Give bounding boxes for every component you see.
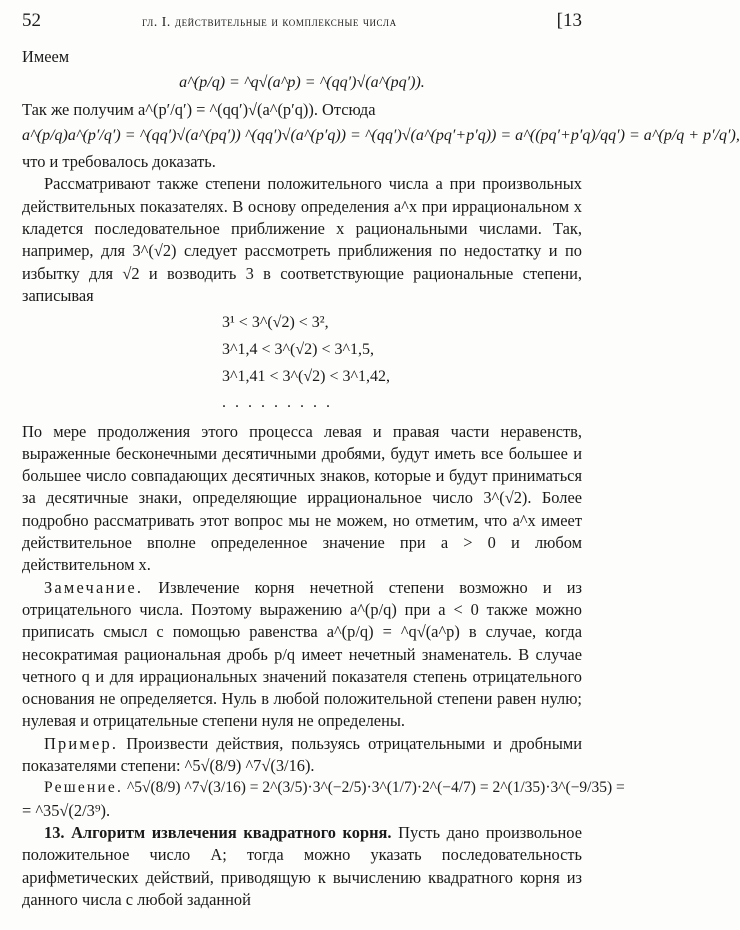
ellipsis-dots: ......... bbox=[222, 394, 339, 412]
page-number: 52 bbox=[22, 10, 41, 31]
solution-paragraph bbox=[22, 777, 625, 799]
solution-end: = ^35√(2/3⁹). bbox=[22, 800, 111, 820]
page-header bbox=[22, 10, 582, 36]
solution-label: Решение. bbox=[44, 779, 124, 797]
section-13-title: 13. Алгоритм извлечения квадратного корня. bbox=[44, 822, 392, 842]
remark-paragraph bbox=[22, 577, 582, 733]
inequality-row: 3^1,4 < 3^(√2) < 3^1,5, bbox=[222, 341, 375, 359]
running-title: гл. I. действительные и комплексные числа bbox=[142, 14, 397, 29]
paragraph: Имеем bbox=[22, 47, 70, 66]
paragraph: что и требовалось доказать. bbox=[22, 152, 216, 172]
section-13-paragraph bbox=[22, 822, 582, 911]
formula-product: a^(p/q)a^(p′/q′) = ^(qq′)√(a^(pq′)) ^(qq′)√(a^(p′q)) = ^(qq′)√(a^(pq′+p′q)) = a^((pq′+p′q)/qq′) = a^(p/q + p′/q′), bbox=[22, 126, 740, 144]
remark-text: Извлечение корня нечетной степени возможно и из отрицательного числа. Поэтому выражению a^(p/q) при a < 0 также можно приписать смысл с помощью равенства a^(p/q) = ^q√(a^p) в случае, когда несократимая рациональная дробь p/q имеет нечетный знаменатель. В случае четного q и для иррациональных значений показателя степень отрицательного основания не определяется. Нуль в любой положительной степени равен нулю; нулевая и отрицательные степени нуля не определены. bbox=[22, 577, 582, 731]
remark-label: Замечание. bbox=[44, 577, 144, 597]
page-body bbox=[22, 46, 740, 911]
inequality-row: 3^1,41 < 3^(√2) < 3^1,42, bbox=[222, 368, 391, 386]
paragraph-real-exponents: Рассматривают также степени положительного числа a при произвольных действительных показателях. В основу определения a^x при иррациональном x кладется последовательное приближение x рациональными числами. Так, например, для 3^(√2) следует рассмотреть приближения по недостатку и по избытку для √2 и возводить 3 в соответствующие рациональные степени, записывая bbox=[22, 174, 582, 305]
example-paragraph bbox=[22, 733, 582, 778]
paragraph-limit-process: По мере продолжения этого процесса левая и правая части неравенств, выраженные бесконечными десятичными дробями, будут иметь все большее и большее число совпадающих десятичных знаков, которые и будут приниматься за десятичные знаки, определяющие иррациональное число 3^(√2). Более подробно рассматривать этот вопрос мы не можем, но отметим, что a^x имеет действительное вполне определенное значение при a > 0 и любом действительном x. bbox=[22, 421, 582, 575]
formula-root-equality: a^(p/q) = ^q√(a^p) = ^(qq′)√(a^(pq′)). bbox=[179, 74, 425, 92]
solution-text: ^5√(8/9) ^7√(3/16) = 2^(3/5)·3^(−2/5)·3^(1/7)·2^(−4/7) = 2^(1/35)·3^(−9/35) = bbox=[126, 779, 625, 797]
example-text: Произвести действия, пользуясь отрицательными и дробными показателями степени: ^5√(8/9) ^7√(3/16). bbox=[22, 733, 582, 776]
inequality-row: 3¹ < 3^(√2) < 3², bbox=[222, 314, 329, 332]
example-label: Пример. bbox=[44, 733, 119, 753]
section-marker: [13 bbox=[556, 10, 582, 31]
paragraph: Так же получим a^(p′/q′) = ^(qq′)√(a^(p′q)). Отсюда bbox=[22, 99, 376, 119]
section-13-text: Пусть дано произвольное положительное число A; тогда можно указать последовательность арифметических действий, приводящую к вычислению квадратного корня из данного числа с любой заданной bbox=[22, 822, 582, 909]
